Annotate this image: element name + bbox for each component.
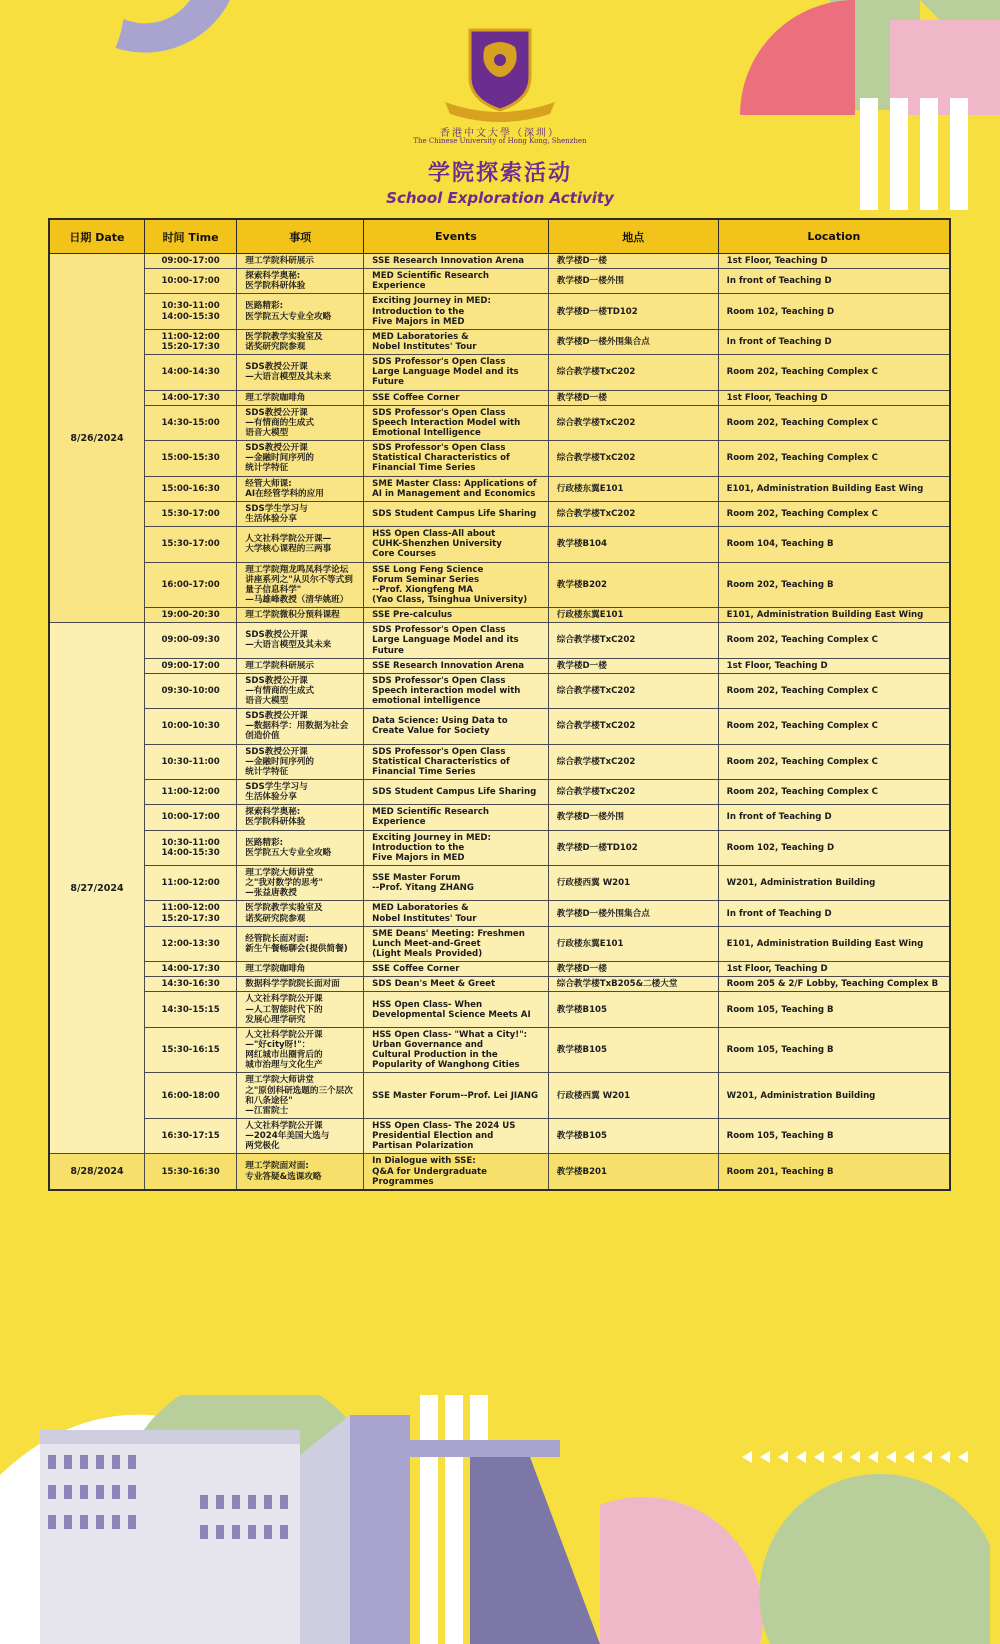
event-cell: HSS Open Class- When Developmental Science Meets AI [364, 992, 549, 1027]
location-cell: Room 202, Teaching B [718, 562, 950, 608]
item-cn-cell: 人文社科学院公开课 —"好city呀!"： 网红城市出圈背后的 城市治理与文化生产 [237, 1027, 364, 1073]
time-cell: 10:00-10:30 [144, 709, 236, 744]
location-cell: Room 105, Teaching B [718, 1118, 950, 1153]
table-row [49, 830, 950, 865]
location-cell: In front of Teaching D [718, 269, 950, 294]
venue-cn-cell: 教学楼D一楼外围 [548, 269, 718, 294]
venue-cn-cell: 教学楼D一楼 [548, 962, 718, 977]
location-cell: Room 202, Teaching Complex C [718, 744, 950, 779]
venue-cn-cell: 综合教学楼TxC202 [548, 709, 718, 744]
item-cn-cell: SDS教授公开课 —有情商的生成式 语音大模型 [237, 405, 364, 440]
item-cn-cell: 理工学院微积分预科课程 [237, 608, 364, 623]
location-cell: 1st Floor, Teaching D [718, 658, 950, 673]
table-row [49, 992, 950, 1027]
table-row [49, 977, 950, 992]
item-cn-cell: 人文社科学院公开课 —人工智能时代下的 发展心理学研究 [237, 992, 364, 1027]
venue-cn-cell: 综合教学楼TxC202 [548, 501, 718, 526]
day-group [49, 254, 950, 623]
event-cell: Exciting Journey in MED: Introduction to the Five Majors in MED [364, 294, 549, 329]
time-cell: 15:00-16:30 [144, 476, 236, 501]
location-cell: In front of Teaching D [718, 805, 950, 830]
table-header [49, 219, 950, 254]
venue-cn-cell: 教学楼D一楼 [548, 658, 718, 673]
item-cn-cell: 医路精彩: 医学院五大专业全攻略 [237, 830, 364, 865]
table-row [49, 441, 950, 476]
table-row [49, 1073, 950, 1119]
event-cell: SDS Dean's Meet & Greet [364, 977, 549, 992]
time-cell: 14:00-17:30 [144, 390, 236, 405]
page-title-cn: 学院探索活动 [427, 161, 572, 186]
table-row [49, 562, 950, 608]
time-cell: 10:00-17:00 [144, 805, 236, 830]
table-row [49, 658, 950, 673]
venue-cn-cell: 教学楼D一楼外围集合点 [548, 901, 718, 926]
item-cn-cell: 理工学院科研展示 [237, 254, 364, 269]
item-cn-cell: 理工学院大师讲堂 之"原创科研选题的三个层次 和八条途径" —江雷院士 [237, 1073, 364, 1119]
table-row [49, 1118, 950, 1153]
location-cell: E101, Administration Building East Wing [718, 476, 950, 501]
table-row [49, 673, 950, 708]
event-cell: In Dialogue with SSE: Q&A for Undergraduate Programmes [364, 1154, 549, 1190]
time-cell: 10:30-11:00 14:00-15:30 [144, 294, 236, 329]
item-cn-cell: 经管大师课: AI在经管学科的应用 [237, 476, 364, 501]
item-cn-cell: 医学院教学实验室及 诺奖研究院参观 [237, 329, 364, 354]
item-cn-cell: SDS学生学习与 生活体验分享 [237, 501, 364, 526]
event-cell: SDS Professor's Open Class Large Language Model and its Future [364, 623, 549, 658]
event-cell: SDS Student Campus Life Sharing [364, 780, 549, 805]
venue-cn-cell: 教学楼B105 [548, 1027, 718, 1073]
column-header-time: 时间 Time [144, 219, 236, 254]
time-cell: 11:00-12:00 15:20-17:30 [144, 901, 236, 926]
venue-cn-cell: 教学楼B201 [548, 1154, 718, 1190]
location-cell: Room 202, Teaching Complex C [718, 709, 950, 744]
table-row [49, 805, 950, 830]
venue-cn-cell: 教学楼D一楼外围集合点 [548, 329, 718, 354]
venue-cn-cell: 综合教学楼TxC202 [548, 673, 718, 708]
venue-cn-cell: 教学楼D一楼TD102 [548, 830, 718, 865]
table-row [49, 405, 950, 440]
page-title-en: School Exploration Activity [386, 189, 614, 207]
event-cell: SME Master Class: Applications of AI in Management and Economics [364, 476, 549, 501]
venue-cn-cell: 行政楼西翼 W201 [548, 866, 718, 901]
table-row [49, 608, 950, 623]
event-cell: SDS Professor's Open Class Speech interaction model with emotional intelligence [364, 673, 549, 708]
table-row [49, 390, 950, 405]
venue-cn-cell: 综合教学楼TxC202 [548, 623, 718, 658]
table-row [49, 1154, 950, 1190]
schedule-table [48, 218, 951, 1191]
item-cn-cell: SDS教授公开课 —金融时间序列的 统计学特征 [237, 441, 364, 476]
time-cell: 15:00-15:30 [144, 441, 236, 476]
time-cell: 14:30-16:30 [144, 977, 236, 992]
event-cell: SDS Professor's Open Class Statistical Characteristics of Financial Time Series [364, 744, 549, 779]
event-cell: HSS Open Class- "What a City!": Urban Governance and Cultural Production in the Popularity of Wanghong Cities [364, 1027, 549, 1073]
location-cell: In front of Teaching D [718, 901, 950, 926]
event-cell: SSE Pre-calculus [364, 608, 549, 623]
time-cell: 12:00-13:30 [144, 926, 236, 961]
venue-cn-cell: 教学楼D一楼 [548, 390, 718, 405]
column-header-item-cn: 事项 [237, 219, 364, 254]
item-cn-cell: 理工学院咖啡角 [237, 962, 364, 977]
event-cell: SSE Long Feng Science Forum Seminar Series --Prof. Xiongfeng MA (Yao Class, Tsinghua University) [364, 562, 549, 608]
university-name-cn: 香港中文大學（深圳） [440, 128, 560, 139]
item-cn-cell: SDS教授公开课 —大语言模型及其未来 [237, 623, 364, 658]
location-cell: Room 202, Teaching Complex C [718, 501, 950, 526]
header-row [49, 219, 950, 254]
column-header-events: Events [364, 219, 549, 254]
time-cell: 15:30-17:00 [144, 527, 236, 562]
event-cell: Exciting Journey in MED: Introduction to the Five Majors in MED [364, 830, 549, 865]
table-row [49, 744, 950, 779]
event-cell: MED Scientific Research Experience [364, 269, 549, 294]
event-cell: SSE Research Innovation Arena [364, 254, 549, 269]
table-row [49, 501, 950, 526]
item-cn-cell: 人文社科学院公开课 —2024年美国大选与 两党极化 [237, 1118, 364, 1153]
location-cell: W201, Administration Building [718, 1073, 950, 1119]
item-cn-cell: 数据科学学院院长面对面 [237, 977, 364, 992]
location-cell: Room 102, Teaching D [718, 830, 950, 865]
university-logo [425, 22, 575, 122]
venue-cn-cell: 行政楼东翼E101 [548, 608, 718, 623]
location-cell: Room 205 & 2/F Lobby, Teaching Complex B [718, 977, 950, 992]
date-cell: 8/26/2024 [49, 254, 144, 623]
table-row [49, 355, 950, 390]
time-cell: 14:30-15:00 [144, 405, 236, 440]
table-row [49, 780, 950, 805]
time-cell: 11:00-12:00 [144, 780, 236, 805]
time-cell: 14:00-14:30 [144, 355, 236, 390]
location-cell: E101, Administration Building East Wing [718, 608, 950, 623]
location-cell: Room 202, Teaching Complex C [718, 405, 950, 440]
table-row [49, 476, 950, 501]
campus-illustration [0, 1395, 1000, 1644]
event-cell: MED Laboratories & Nobel Institutes' Tour [364, 901, 549, 926]
item-cn-cell: SDS教授公开课 —数据科学：用数据为社会 创造价值 [237, 709, 364, 744]
event-cell: Data Science: Using Data to Create Value for Society [364, 709, 549, 744]
item-cn-cell: 理工学院科研展示 [237, 658, 364, 673]
location-cell: Room 202, Teaching Complex C [718, 441, 950, 476]
day-group [49, 1154, 950, 1190]
item-cn-cell: 医路精彩: 医学院五大专业全攻略 [237, 294, 364, 329]
venue-cn-cell: 行政楼西翼 W201 [548, 1073, 718, 1119]
table-row [49, 527, 950, 562]
table-row [49, 1027, 950, 1073]
event-cell: SSE Master Forum --Prof. Yitang ZHANG [364, 866, 549, 901]
venue-cn-cell: 教学楼D一楼TD102 [548, 294, 718, 329]
item-cn-cell: 探索科学奥秘: 医学院科研体验 [237, 805, 364, 830]
item-cn-cell: 经管院长面对面: 新生午餐畅聊会(提供简餐) [237, 926, 364, 961]
time-cell: 11:00-12:00 [144, 866, 236, 901]
time-cell: 10:30-11:00 14:00-15:30 [144, 830, 236, 865]
event-cell: SSE Master Forum--Prof. Lei JIANG [364, 1073, 549, 1119]
table-row [49, 709, 950, 744]
location-cell: Room 202, Teaching Complex C [718, 355, 950, 390]
time-cell: 11:00-12:00 15:20-17:30 [144, 329, 236, 354]
venue-cn-cell: 教学楼D一楼外围 [548, 805, 718, 830]
table-row [49, 901, 950, 926]
time-cell: 15:30-17:00 [144, 501, 236, 526]
item-cn-cell: 探索科学奥秘: 医学院科研体验 [237, 269, 364, 294]
table-row [49, 294, 950, 329]
time-cell: 16:00-17:00 [144, 562, 236, 608]
venue-cn-cell: 行政楼东翼E101 [548, 926, 718, 961]
event-cell: SDS Professor's Open Class Large Language Model and its Future [364, 355, 549, 390]
venue-cn-cell: 教学楼B105 [548, 1118, 718, 1153]
item-cn-cell: SDS教授公开课 —大语言模型及其未来 [237, 355, 364, 390]
time-cell: 16:30-17:15 [144, 1118, 236, 1153]
item-cn-cell: 理工学院咖啡角 [237, 390, 364, 405]
location-cell: 1st Floor, Teaching D [718, 962, 950, 977]
table-row [49, 254, 950, 269]
venue-cn-cell: 综合教学楼TxC202 [548, 355, 718, 390]
item-cn-cell: 医学院教学实验室及 诺奖研究院参观 [237, 901, 364, 926]
time-cell: 10:00-17:00 [144, 269, 236, 294]
venue-cn-cell: 教学楼D一楼 [548, 254, 718, 269]
location-cell: W201, Administration Building [718, 866, 950, 901]
item-cn-cell: SDS教授公开课 —有情商的生成式 语音大模型 [237, 673, 364, 708]
venue-cn-cell: 综合教学楼TxB205&二楼大堂 [548, 977, 718, 992]
venue-cn-cell: 综合教学楼TxC202 [548, 405, 718, 440]
event-cell: SDS Professor's Open Class Statistical Characteristics of Financial Time Series [364, 441, 549, 476]
location-cell: Room 105, Teaching B [718, 992, 950, 1027]
table-row [49, 623, 950, 658]
page-header [0, 0, 1000, 215]
table-row [49, 866, 950, 901]
item-cn-cell: 人文社科学院公开课— 大学核心课程的三两事 [237, 527, 364, 562]
item-cn-cell: SDS教授公开课 —金融时间序列的 统计学特征 [237, 744, 364, 779]
event-cell: HSS Open Class- The 2024 US Presidential Election and Partisan Polarization [364, 1118, 549, 1153]
venue-cn-cell: 综合教学楼TxC202 [548, 441, 718, 476]
table-row [49, 329, 950, 354]
time-cell: 16:00-18:00 [144, 1073, 236, 1119]
event-cell: SDS Professor's Open Class Speech Interaction Model with Emotional Intelligence [364, 405, 549, 440]
date-cell: 8/28/2024 [49, 1154, 144, 1190]
item-cn-cell: 理工学院大师讲堂 之"我对数学的思考" —张益唐教授 [237, 866, 364, 901]
time-cell: 15:30-16:15 [144, 1027, 236, 1073]
item-cn-cell: 理工学院面对面: 专业答疑&选课攻略 [237, 1154, 364, 1190]
time-cell: 10:30-11:00 [144, 744, 236, 779]
day-group [49, 623, 950, 1154]
university-name-en: The Chinese University of Hong Kong, Shenzhen [413, 137, 587, 145]
table-row [49, 962, 950, 977]
location-cell: Room 201, Teaching B [718, 1154, 950, 1190]
table-row [49, 926, 950, 961]
location-cell: Room 202, Teaching Complex C [718, 780, 950, 805]
time-cell: 14:00-17:30 [144, 962, 236, 977]
time-cell: 19:00-20:30 [144, 608, 236, 623]
column-header-venue-cn: 地点 [548, 219, 718, 254]
location-cell: 1st Floor, Teaching D [718, 390, 950, 405]
location-cell: In front of Teaching D [718, 329, 950, 354]
column-header-location: Location [718, 219, 950, 254]
location-cell: E101, Administration Building East Wing [718, 926, 950, 961]
time-cell: 14:30-15:15 [144, 992, 236, 1027]
venue-cn-cell: 行政楼东翼E101 [548, 476, 718, 501]
location-cell: Room 202, Teaching Complex C [718, 673, 950, 708]
event-cell: SDS Student Campus Life Sharing [364, 501, 549, 526]
venue-cn-cell: 综合教学楼TxC202 [548, 780, 718, 805]
time-cell: 09:00-09:30 [144, 623, 236, 658]
location-cell: Room 104, Teaching B [718, 527, 950, 562]
location-cell: 1st Floor, Teaching D [718, 254, 950, 269]
item-cn-cell: 理工学院翔龙鸣凤科学论坛 讲座系列之"从贝尔不等式到 量子信息科学" —马雄峰教授（清华姚班） [237, 562, 364, 608]
location-cell: Room 105, Teaching B [718, 1027, 950, 1073]
time-cell: 09:30-10:00 [144, 673, 236, 708]
date-cell: 8/27/2024 [49, 623, 144, 1154]
item-cn-cell: SDS学生学习与 生活体验分享 [237, 780, 364, 805]
event-cell: SSE Coffee Corner [364, 962, 549, 977]
event-cell: HSS Open Class-All about CUHK-Shenzhen University Core Courses [364, 527, 549, 562]
event-cell: MED Laboratories & Nobel Institutes' Tour [364, 329, 549, 354]
column-header-date: 日期 Date [49, 219, 144, 254]
event-cell: SME Deans' Meeting: Freshmen Lunch Meet-and-Greet (Light Meals Provided) [364, 926, 549, 961]
venue-cn-cell: 综合教学楼TxC202 [548, 744, 718, 779]
location-cell: Room 202, Teaching Complex C [718, 623, 950, 658]
location-cell: Room 102, Teaching D [718, 294, 950, 329]
table-row [49, 269, 950, 294]
time-cell: 09:00-17:00 [144, 658, 236, 673]
event-cell: SSE Coffee Corner [364, 390, 549, 405]
event-cell: SSE Research Innovation Arena [364, 658, 549, 673]
venue-cn-cell: 教学楼B104 [548, 527, 718, 562]
time-cell: 15:30-16:30 [144, 1154, 236, 1190]
time-cell: 09:00-17:00 [144, 254, 236, 269]
event-cell: MED Scientific Research Experience [364, 805, 549, 830]
venue-cn-cell: 教学楼B105 [548, 992, 718, 1027]
venue-cn-cell: 教学楼B202 [548, 562, 718, 608]
